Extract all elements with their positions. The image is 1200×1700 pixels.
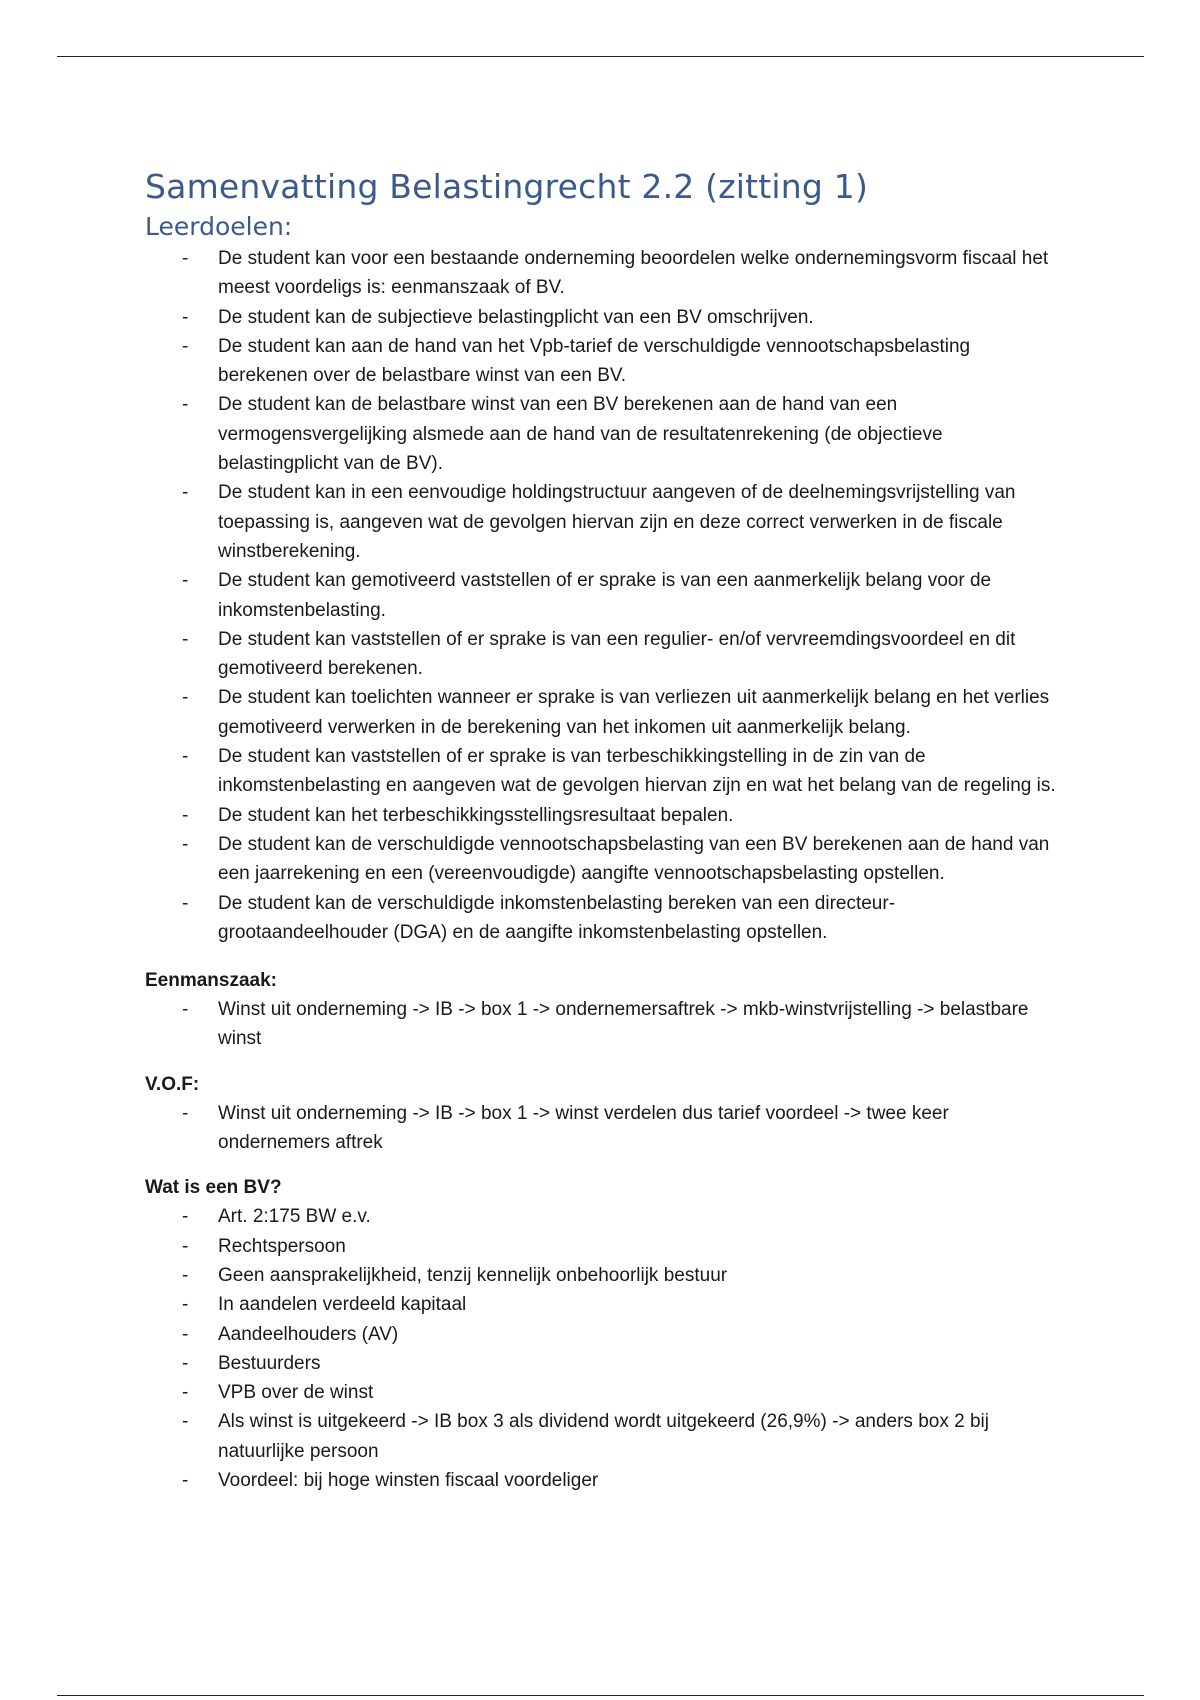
learning-goal-text: De student kan toelichten wanneer er sprake is van verliezen uit aanmerkelijk belang en het verlies gemotiveerd verwerken in de berekening van het inkomen uit aanmerkelijk belang. [218, 687, 1050, 738]
vof-list [145, 1099, 1065, 1158]
vof-heading: V.O.F: [145, 1073, 200, 1095]
header-rule [57, 56, 1144, 57]
bv-text: In aandelen verdeeld kapitaal [218, 1294, 467, 1316]
learning-goals-heading: Leerdoelen: [145, 212, 293, 241]
eenmanszaak-text: Winst uit onderneming -> IB -> box 1 -> ondernemersaftrek -> mkb-winstvrijstelling -> belastbare winst [218, 999, 1029, 1050]
bv-text: Geen aansprakelijkheid, tenzij kennelijk onbehoorlijk bestuur [218, 1264, 728, 1286]
bv-item [145, 1407, 1065, 1466]
dash-bullet: - [182, 1469, 189, 1491]
learning-goal-item [145, 303, 1065, 332]
bv-text: Aandeelhouders (AV) [218, 1323, 399, 1345]
bv-item [145, 1378, 1065, 1407]
footer-rule [57, 1695, 1144, 1696]
dash-bullet: - [182, 394, 189, 416]
dash-bullet: - [182, 306, 189, 328]
bv-heading: Wat is een BV? [145, 1177, 282, 1199]
bv-text: Voordeel: bij hoge winsten fiscaal voordeliger [218, 1469, 599, 1491]
bv-text: Bestuurders [218, 1352, 321, 1374]
learning-goal-item [145, 742, 1065, 801]
learning-goal-text: De student kan de verschuldigde vennootschapsbelasting van een BV berekenen aan de hand van een jaarrekening en een (vereenvoudigde) aangifte vennootschapsbelasting opstellen. [218, 833, 1050, 885]
learning-goal-item [145, 244, 1065, 303]
dash-bullet: - [182, 1382, 189, 1404]
eenmanszaak-heading: Eenmanszaak: [145, 970, 278, 992]
dash-bullet: - [182, 628, 189, 650]
dash-bullet: - [182, 804, 189, 826]
learning-goal-text: De student kan het terbeschikkingsstellingsresultaat bepalen. [218, 804, 734, 826]
dash-bullet: - [182, 1323, 189, 1345]
dash-bullet: - [182, 482, 189, 504]
dash-bullet: - [182, 687, 189, 709]
bv-item [145, 1202, 1065, 1231]
bv-text: VPB over de winst [218, 1382, 374, 1404]
dash-bullet: - [182, 248, 189, 269]
learning-goal-text: De student kan de belastbare winst van een BV berekenen aan de hand van een vermogensvergelijking alsmede aan de hand van de resultatenrekening (de objectieve belastingplicht van de BV). [218, 394, 943, 475]
vof-item [145, 1099, 1065, 1158]
learning-goal-item [145, 889, 1065, 948]
dash-bullet: - [182, 570, 189, 592]
learning-goal-text: De student kan vaststellen of er sprake is van terbeschikkingstelling in de zin van de inkomstenbelasting en aangeven wat de gevolgen hiervan zijn en wat het belang van de regeling is. [218, 746, 1056, 797]
eenmanszaak-list [145, 995, 1065, 1054]
dash-bullet: - [182, 1206, 189, 1228]
document-title: Samenvatting Belastingrecht 2.2 (zitting 1) [145, 167, 869, 206]
learning-goal-item [145, 478, 1065, 566]
dash-bullet: - [182, 1352, 189, 1374]
dash-bullet: - [182, 746, 189, 768]
learning-goal-item [145, 332, 1065, 391]
learning-goal-text: De student kan vaststellen of er sprake is van een regulier- en/of vervreemdingsvoordeel en dit gemotiveerd berekenen. [218, 628, 1016, 680]
learning-goal-item [145, 830, 1065, 889]
learning-goal-text: De student kan de verschuldigde inkomstenbelasting bereken van een directeur-grootaandeelhouder (DGA) en de aangifte inkomstenbelasting opstellen. [218, 892, 896, 943]
dash-bullet: - [182, 1411, 189, 1433]
dash-bullet: - [182, 892, 189, 914]
bv-text: Als winst is uitgekeerd -> IB box 3 als dividend wordt uitgekeerd (26,9%) -> anders box 2 bij natuurlijke persoon [218, 1411, 989, 1462]
dash-bullet: - [182, 1235, 189, 1257]
learning-goal-text: De student kan aan de hand van het Vpb-tarief de verschuldigde vennootschapsbelasting berekenen over de belastbare winst van een BV. [218, 335, 971, 387]
bv-item [145, 1261, 1065, 1290]
learning-goal-item [145, 390, 1065, 478]
dash-bullet: - [182, 1102, 189, 1124]
dash-bullet: - [182, 833, 189, 855]
bv-text: Art. 2:175 BW e.v. [218, 1206, 371, 1228]
learning-goals-list [145, 244, 1065, 947]
learning-goal-text: De student kan gemotiveerd vaststellen of er sprake is van een aanmerkelijk belang voor de inkomstenbelasting. [218, 570, 992, 621]
dash-bullet: - [182, 1264, 189, 1286]
learning-goal-text: De student kan de subjectieve belastingplicht van een BV omschrijven. [218, 306, 814, 328]
learning-goal-text: De student kan in een eenvoudige holdingstructuur aangeven of de deelnemingsvrijstelling van toepassing is, aangeven wat de gevolgen hiervan zijn en deze correct verwerken in de fiscale winstberekening. [218, 482, 1016, 562]
dash-bullet: - [182, 335, 189, 357]
eenmanszaak-item [145, 995, 1065, 1054]
learning-goal-item [145, 566, 1065, 625]
dash-bullet: - [182, 999, 189, 1021]
bv-item [145, 1290, 1065, 1319]
bv-item [145, 1466, 1065, 1495]
bv-item [145, 1320, 1065, 1349]
vof-text: Winst uit onderneming -> IB -> box 1 -> winst verdelen dus tarief voordeel -> twee keer ondernemers aftrek [218, 1102, 949, 1154]
learning-goal-text: De student kan voor een bestaande onderneming beoordelen welke ondernemingsvorm fiscaal het meest voordeligs is: eenmanszaak of BV. [218, 248, 1049, 299]
dash-bullet: - [182, 1294, 189, 1316]
bv-text: Rechtspersoon [218, 1235, 346, 1257]
learning-goal-item [145, 801, 1065, 830]
bv-list [145, 1202, 1065, 1495]
learning-goal-item [145, 683, 1065, 742]
learning-goal-item [145, 625, 1065, 684]
document-body [145, 164, 1065, 1495]
bv-item [145, 1349, 1065, 1378]
bv-item [145, 1232, 1065, 1261]
